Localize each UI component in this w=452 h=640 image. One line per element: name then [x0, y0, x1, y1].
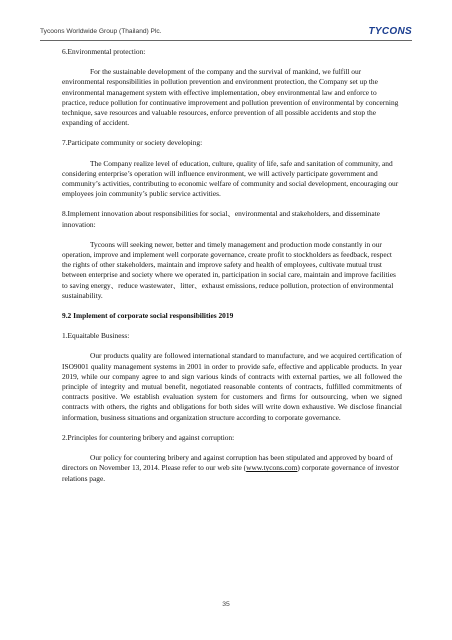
- innovation-heading: 8.Implement innovation about responsibilities for social、environmental and stakeholders, and disseminate innovation:: [62, 209, 380, 229]
- bribery-text-pre: Our policy for countering bribery and against corruption has been stipulated and approved by board of directors on November 13, 2014. Please refer to our web site (: [62, 453, 393, 473]
- csr-section-heading: 9.2 Implement of corporate social responsibilities 2019: [62, 311, 234, 321]
- header-divider: [40, 40, 412, 41]
- company-logo: TYCONS: [368, 26, 412, 37]
- bribery-text-post: ) corporate governance of investor relations page.: [62, 463, 400, 483]
- equitable-heading: 1.Equaitable Business:: [62, 331, 130, 341]
- website-link[interactable]: www.tycons.com: [246, 463, 298, 473]
- page-number: 35: [222, 601, 230, 608]
- community-heading: 7.Participate community or society developing:: [62, 138, 203, 148]
- equitable-paragraph: Our products quality are followed international standard to manufacture, and we acquired certification of ISO9001 quality management systems in 2001 in order to provide safe, effective and applicable products. In year 2019, while our company agree to and sign various kinds of contracts with external parties, we all followed the principle of integrity and mutual benefit, negotiated reasonable contents of contracts, fulfilled commitments of contracts positive. We establish evaluation system for customers and firms for outsourcing, when we signed contracts with others, the rights and obligations for both sides will write down exhaustive. We disclose financial information, business situations and organization structure according to corporate governance.: [62, 351, 402, 422]
- company-name: Tycoons Worldwide Group (Thailand) Plc.: [40, 28, 162, 35]
- env-heading: 6.Environmental protection:: [62, 47, 146, 56]
- bribery-paragraph: [62, 453, 402, 484]
- env-paragraph: For the sustainable development of the company and the survival of mankind, we fulfill our environmental responsibilities in pollution prevention and environment protection, the Company set up the environmental management system with effective implementation, obey environmental law and enforce to practice, reduce pollution for continuative improvement and pollution prevention of environmental by concerning technique, save resources and valuable resources, enforce prevention of all possible accidents and stop the expanding of accident.: [62, 67, 399, 128]
- innovation-paragraph: Tycoons will seeking newer, better and timely management and production mode constantly in our operation, improve and implement well corporate governance, create profit to stockholders as feedback, respect the rights of other stakeholders, maintain and improve safety and health of employees, cultivate mutual trust between enterprise and society where we operated in, participation in social care, maintain and improve facilities to saving energy、reduce wastewater、litter、exhaust emissions, reduce pollution, protection of environmental sustainability.: [62, 239, 396, 300]
- page-header: [40, 26, 412, 40]
- document-body: [62, 47, 402, 494]
- community-paragraph: The Company realize level of education, culture, quality of life, safe and sanitation of community, and considering enterprise’s operation will influence environment, we will actively participate government and community’s activities, contributing to economic welfare of community and social development, encouraging our employees join community’s public service activities.: [62, 158, 399, 199]
- bribery-heading: 2.Principles for countering bribery and against corruption:: [62, 432, 235, 442]
